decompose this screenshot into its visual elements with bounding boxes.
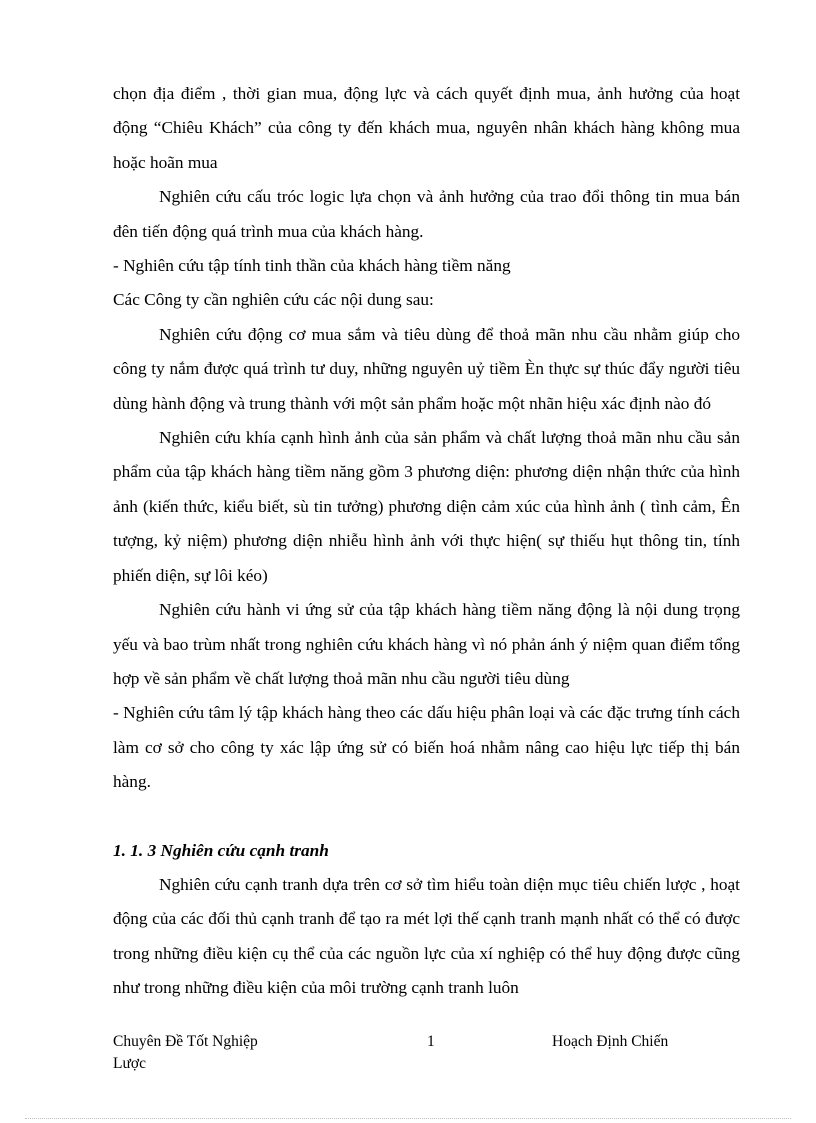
paragraph-logic-structure: Nghiên cứu cấu tróc logic lựa chọn và ảnh hưởng của trao đổi thông tin mua bán đên tiến động quá trình mua của khách hàng. — [113, 187, 740, 241]
page-footer — [113, 1031, 713, 1075]
paragraph-image-aspects: Nghiên cứu khía cạnh hình ảnh của sản phẩm và chất lượng thoả mãn nhu cầu sản phẩm của tập khách hàng tiềm năng gồm 3 phương diện: phương diện nhận thức của hình ảnh (kiến thức, kiểu biết, sù tin tưởng) phương diện cảm xúc của hình ảnh ( tình cảm, Ên tượng, kỷ niệm) phương diện nhiễu hình ảnh với thực hiện( sự thiếu hụt thông tin, tính phiến diện, sự lôi kéo) — [113, 428, 740, 585]
footer-continuation-row — [113, 1053, 713, 1075]
paragraph-purchase-factors: chọn địa điểm , thời gian mua, động lực và cách quyết định mua, ảnh hưởng của hoạt động “Chiêu Khách” của công ty đến khách mua, nguyên nhân khách hàng không mua hoặc hoãn mua — [113, 84, 740, 172]
footer-page-number: 1 — [427, 1033, 435, 1050]
paragraph-motivation: Nghiên cứu động cơ mua sắm và tiêu dùng để thoả mãn nhu cầu nhằm giúp cho công ty nắm được quá trình tư duy, những nguyên uỷ tiềm Èn thực sự thúc đẩy người tiêu dùng hành động và trung thành với một sản phẩm hoặc một nhãn hiệu xác định nào đó — [113, 324, 740, 413]
paragraph-psychology: - Nghiên cứu tâm lý tập khách hàng theo các dấu hiệu phân loại và các đặc trưng tính cách làm cơ sở cho công ty xác lập ứng sử có biến hoá nhằm nâng cao hiệu lực tiếp thị bán hàng. — [113, 703, 740, 792]
paragraph-content-intro: Các Công ty cần nghiên cứu các nội dung sau: — [113, 290, 434, 310]
paragraph-competition: Nghiên cứu cạnh tranh dựa trên cơ sở tìm hiểu toàn diện mục tiêu chiến lược , hoạt động của các đối thủ cạnh tranh để tạo ra mét lợi thế cạnh tranh mạnh nhất có thể có được trong những điều kiện cụ thể của các nguồn lực của xí nghiệp có thể huy động được cũng như trong những điều kiện của môi trường cạnh tranh luôn — [113, 874, 740, 998]
document-body — [113, 77, 740, 1006]
footer-right-text: Hoạch Định Chiến — [552, 1033, 669, 1050]
footer-row — [113, 1031, 713, 1053]
section-heading: 1. 1. 3 Nghiên cứu cạnh tranh — [113, 840, 329, 860]
paragraph-behavior: Nghiên cứu hành vi ứng sử của tập khách hàng tiềm năng động là nội dung trọng yếu và bao trùm nhất trong nghiên cứu khách hàng vì nó phản ánh ý niệm quan điểm tổng hợp về sản phẩm về chất lượng thoả mãn nhu cầu người tiêu dùng — [113, 600, 740, 688]
footer-continuation-text: Lược — [113, 1055, 146, 1072]
page-break-divider — [25, 1118, 791, 1119]
section-spacer — [113, 800, 740, 834]
footer-left-text: Chuyên Đề Tốt Nghiệp — [113, 1033, 258, 1050]
paragraph-spirit-habits: - Nghiên cứu tập tính tinh thần của khách hàng tiềm năng — [113, 256, 511, 276]
